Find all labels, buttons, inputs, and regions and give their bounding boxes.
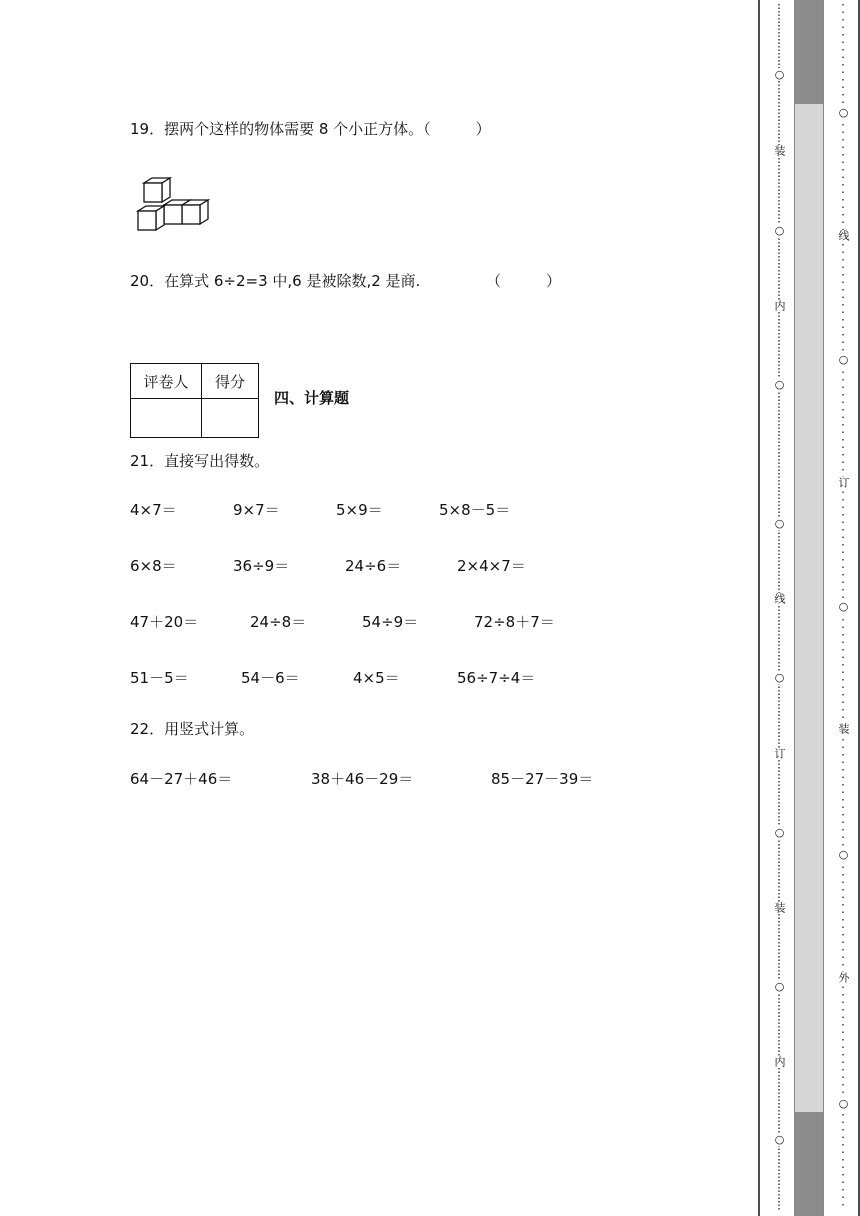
question-21: 21．直接写出得数。 (130, 452, 270, 470)
calc-item: 72÷8＋7＝ (474, 613, 555, 631)
calc-item: 24÷6＝ (345, 557, 402, 575)
binding-char: 订 (773, 748, 786, 759)
binding-char: 装 (773, 902, 786, 913)
binding-char: 线 (837, 230, 850, 241)
grader-header: 评卷人 (131, 364, 202, 399)
question-20: 20．在算式 6÷2=3 中,6 是被除数,2 是商. (130, 272, 421, 290)
calc-item: 36÷9＝ (233, 557, 290, 575)
binding-circle: ○ (773, 68, 786, 81)
calc-item: 54÷9＝ (362, 613, 419, 631)
binding-char: 订 (837, 477, 850, 488)
section-title: 四、计算题 (274, 389, 350, 407)
answer-parentheses: （ ） (486, 272, 562, 290)
calc-item: 5×9＝ (336, 501, 383, 519)
binding-circle: ○ (773, 378, 786, 391)
binding-margin (758, 0, 860, 1216)
binding-circle: ○ (773, 671, 786, 684)
binding-char: 内 (773, 1056, 786, 1067)
score-table (130, 363, 259, 438)
binding-char: 内 (773, 300, 786, 311)
question-19: 19．摆两个这样的物体需要 8 个小正方体。（ ） (130, 120, 491, 138)
grader-cell (131, 399, 202, 438)
binding-circle: ○ (773, 980, 786, 993)
calc-item: 4×7＝ (130, 501, 177, 519)
calc-item: 6×8＝ (130, 557, 177, 575)
score-cell (202, 399, 259, 438)
calc-item: 51－5＝ (130, 669, 189, 687)
question-22: 22．用竖式计算。 (130, 720, 255, 738)
calc-item: 2×4×7＝ (457, 557, 526, 575)
vertical-calc-item: 85－27－39＝ (491, 770, 594, 788)
calc-item: 47＋20＝ (130, 613, 199, 631)
binding-char: 装 (837, 723, 850, 734)
binding-circle: ○ (837, 1097, 850, 1110)
binding-circle: ○ (837, 353, 850, 366)
binding-circle: ○ (837, 848, 850, 861)
binding-circle: ○ (773, 224, 786, 237)
binding-circle: ○ (837, 106, 850, 119)
binding-circle: ○ (773, 517, 786, 530)
calc-item: 54－6＝ (241, 669, 300, 687)
calc-item: 4×5＝ (353, 669, 400, 687)
cube-figure (132, 175, 214, 237)
score-header: 得分 (202, 364, 259, 399)
binding-char: 线 (773, 593, 786, 604)
vertical-calc-item: 38＋46－29＝ (311, 770, 414, 788)
calc-item: 24÷8＝ (250, 613, 307, 631)
binding-circle: ○ (773, 1133, 786, 1146)
binding-circle: ○ (837, 600, 850, 613)
calc-item: 56÷7÷4＝ (457, 669, 536, 687)
binding-char: 装 (773, 145, 786, 156)
binding-circle: ○ (773, 826, 786, 839)
calc-item: 9×7＝ (233, 501, 280, 519)
vertical-calc-item: 64－27＋46＝ (130, 770, 233, 788)
calc-item: 5×8－5＝ (439, 501, 511, 519)
binding-char: 外 (837, 972, 850, 983)
